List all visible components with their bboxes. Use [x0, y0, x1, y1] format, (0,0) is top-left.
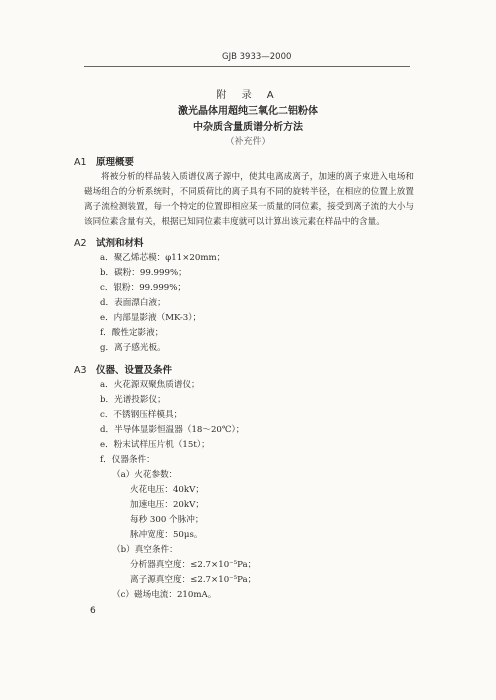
section-a1-heading [74, 154, 134, 168]
section-number: A1 [74, 157, 87, 168]
condition-group-spark: （a）火花参数： [112, 470, 178, 480]
standard-code: GJB 3933—2000 [222, 52, 292, 62]
condition-item: 加速电压：20kV； [130, 500, 204, 510]
appendix-note: （补充件） [225, 137, 271, 147]
condition-item: 离子源真空度：≤2.7×10⁻⁵Pa； [130, 575, 257, 585]
list-item: c．不锈钢压样模具； [100, 410, 183, 420]
section-number: A2 [74, 238, 87, 249]
section-a1-paragraph: 将被分析的样品装入质谱仪离子源中，使其电离成离子，加速的离子束进入电场和磁场组合的分析系统时，不同质荷比的离子具有不同的旋转半径，在相应的位置上放置离子流检测装置，每一个特定的位置即相应某一质量的同位素，接受到离子流的大小与该同位素含量有关，根据已知同位素丰度就可以计算出该元素在样品中的含量。 [84, 172, 414, 227]
section-a3-heading [74, 362, 172, 376]
section-title: 试剂和材料 [96, 238, 144, 249]
appendix-title-line1: 激光晶体用超纯三氧化二铝粉体 [178, 106, 318, 117]
list-item: b．碳粉：99.999%； [100, 268, 187, 278]
list-item: f．仪器条件： [100, 455, 155, 465]
appendix-title-line2: 中杂质含量质谱分析方法 [193, 122, 303, 133]
section-title: 原理概要 [96, 157, 135, 168]
list-item: c．银粉：99.999%； [100, 283, 187, 293]
header-rule [84, 66, 410, 67]
section-a2-heading [74, 235, 144, 249]
list-item: d．表面漂白液； [100, 298, 166, 308]
list-item: e．粉末试样压片机（15t）； [100, 440, 210, 450]
list-item: f．酸性定影液； [100, 328, 164, 338]
condition-group-magnet: （c）磁场电流：210mA。 [112, 590, 217, 600]
condition-group-vacuum: （b）真空条件： [112, 545, 178, 555]
list-item: d．半导体显影恒温器（18～20℃）； [100, 425, 245, 435]
list-item: a．火花源双聚焦质谱仪； [100, 380, 200, 390]
condition-item: 火花电压：40kV； [130, 485, 204, 495]
condition-item: 脉冲宽度：50μs。 [130, 530, 203, 540]
list-item: b．光谱投影仪； [100, 395, 166, 405]
list-item: a．聚乙烯芯模：φ11×20mm； [100, 253, 226, 263]
list-item: g．离子感光板。 [100, 343, 166, 353]
condition-item: 分析器真空度：≤2.7×10⁻⁵Pa； [130, 560, 257, 570]
section-title: 仪器、设置及条件 [96, 365, 173, 376]
condition-item: 每秒 300 个脉冲； [130, 515, 204, 525]
list-item: e．内部显影液（MK-3）； [100, 313, 202, 323]
appendix-label: 附 录 A [216, 90, 280, 101]
page-number: 6 [90, 606, 96, 616]
section-number: A3 [74, 365, 87, 376]
